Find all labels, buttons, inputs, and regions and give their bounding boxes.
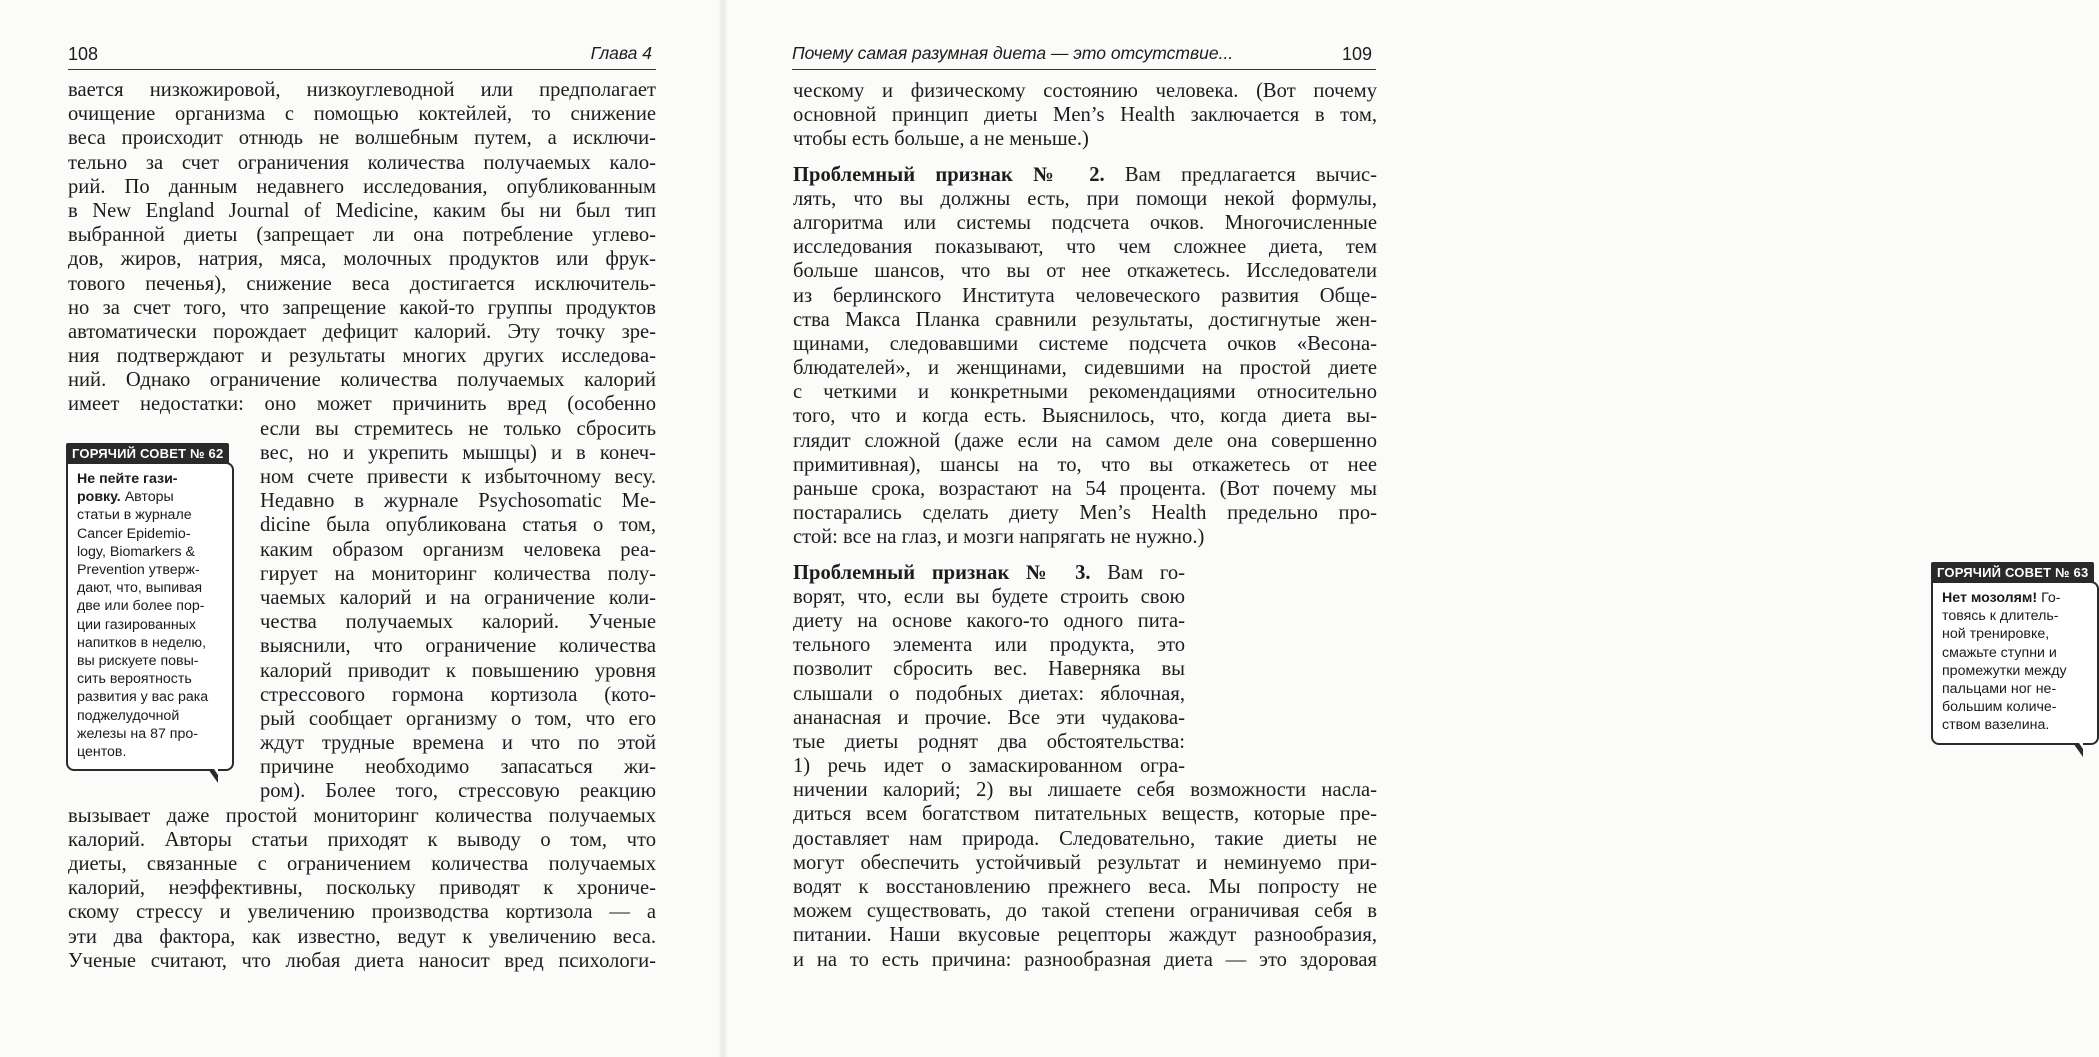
text-line: две или более пор-	[77, 598, 205, 615]
text-line: гирует на мониторинг количества полу-	[260, 562, 656, 585]
text-line: примитивная), шансы на то, что вы откажетесь от нее	[793, 453, 1377, 476]
text-line: ждут трудные времена и что по этой	[260, 732, 656, 755]
text-line: скому стрессу и увеличению производства кортизола — а	[68, 901, 656, 924]
page-number: 109	[1341, 44, 1372, 64]
text-line: logy, Biomarkers &	[77, 543, 196, 560]
text-line: большим количе-	[1942, 699, 2057, 716]
text-line: алгоритма или системы подсчета очков. Многочисленные	[793, 211, 1377, 234]
text-line: поджелудочной	[77, 707, 180, 724]
hot-tip-label: ГОРЯЧИЙ СОВЕТ № 63	[1931, 562, 2094, 583]
text-line: вается низкожировой, низкоуглеводной или предполагает	[68, 79, 656, 101]
hot-tip-label: ГОРЯЧИЙ СОВЕТ № 62	[66, 443, 229, 464]
text-line: ничении калорий; 2) вы лишаете себя возможности насла-	[793, 779, 1377, 802]
text-line: ний. Однако ограничение количества получаемых калорий	[68, 369, 656, 392]
text-line: рый сообщает организму о том, что его	[260, 707, 656, 730]
text-line: и на то есть причина: разнообразная диета — это здоровая	[793, 948, 1377, 971]
text-line: dicine была опубликована статья о том,	[260, 514, 656, 537]
text-line: раньше срока, возрастают на 54 процента. (Вот почему мы	[793, 478, 1377, 500]
text-line: питании. Наши вкусовые рецепторы жаждут разнообразия,	[793, 924, 1377, 947]
text-line: если вы стремитесь не только сбросить	[260, 417, 656, 440]
text-line: напитков в неделю,	[77, 634, 207, 651]
text-line: тового печенья), снижение веса достигается исключитель-	[68, 272, 656, 295]
text-line: стой: все на глаз, и мозги напрягать не нужно.)	[793, 526, 1205, 549]
text-line: выбранной диеты (запрещает ли она потребление углево-	[68, 224, 656, 247]
text-line: центов.	[77, 744, 127, 761]
text-line: 1) речь идет о замаскированном огра-	[793, 755, 1185, 778]
text-line: могут обеспечить устойчивый результат и неминуемо при-	[793, 851, 1377, 874]
section-lead: Проблемный признак № 2.	[793, 163, 1105, 186]
page-number: 108	[68, 44, 99, 64]
running-title: Глава 4	[590, 43, 652, 63]
text-line: ной тренировке,	[1942, 626, 2050, 643]
text-line: водят к восстановлению прежнего веса. Мы попросту не	[793, 876, 1377, 898]
text-run: Вам предлагается вычис-	[1104, 163, 1377, 186]
text-line: диеты, связанные с ограничением количества получаемых	[68, 853, 656, 875]
text-line: Cancer Epidemio-	[77, 525, 191, 542]
text-line: эти два фактора, как известно, ведут к увеличению веса.	[68, 925, 656, 948]
text-line: имеет недостатки: оно может причинить вред (особенно	[68, 393, 656, 416]
tip-text: Авторы	[120, 489, 174, 506]
text-line: Ученые считают, что любая диета наносит вред психологи-	[68, 949, 656, 972]
text-line: Недавно в журнале Psychosomatic Me-	[260, 490, 656, 513]
running-header-right	[792, 38, 1376, 70]
text-line: блюдателей», и женщинами, сидевшими на простой диете	[793, 357, 1377, 380]
text-line: ства Макса Планка сравнили результаты, достигнутые жен-	[793, 308, 1377, 331]
text-line: тельного элемента или продукта, это	[793, 634, 1185, 657]
paragraph-first-line	[793, 163, 1377, 187]
paragraph-block	[68, 78, 656, 417]
paragraph-first-line	[793, 561, 1185, 585]
text-line: тельно за счет ограничения количества получаемых кало-	[68, 151, 656, 174]
text-line: вы рискуете повы-	[77, 653, 199, 670]
tip-lines	[1942, 607, 2090, 734]
text-line: калорий. Авторы статьи приходят к выводу о том, что	[68, 828, 656, 851]
text-line: из берлинского Института человеческого развития Обще-	[793, 284, 1377, 307]
text-line: промежутки между	[1942, 662, 2067, 679]
running-title: Почему самая разумная диета — это отсутствие...	[792, 43, 1234, 63]
text-line: каким образом организм человека реа-	[260, 538, 656, 561]
text-run: Вам го-	[1090, 561, 1185, 584]
text-line: можем существовать, до такой степени ограничивая себя в	[793, 900, 1377, 923]
text-line: калорий, неэффективны, поскольку приводят к хрониче-	[68, 877, 656, 900]
hot-tip-sidebar	[1931, 562, 2099, 745]
paragraph	[793, 79, 1377, 152]
text-line: сить вероятность	[77, 671, 192, 688]
text-line: лять, что вы должны есть, при помощи некой формулы,	[793, 187, 1377, 210]
text-line: статьи в журнале	[77, 507, 192, 524]
text-line: больше шансов, что вы от нее откажетесь. Исследователи	[793, 260, 1377, 283]
text-line: железы на 87 про-	[77, 725, 198, 742]
text-line: ном счете привести к избыточному весу.	[260, 466, 656, 488]
hot-tip-box	[66, 462, 234, 771]
text-line: дают, что, выпивая	[77, 580, 203, 597]
tip-line	[77, 488, 225, 506]
text-line: вызывает даже простой мониторинг количества получаемых	[68, 804, 656, 827]
tip-line	[77, 470, 225, 488]
text-line: с четкими и конкретными рекомендациями относительно	[793, 381, 1377, 404]
text-line: рий. По данным недавнего исследования, опубликованным	[68, 175, 656, 198]
paragraph	[793, 187, 1377, 550]
text-line: диету на основе какого-то одного пита-	[793, 609, 1185, 632]
text-line: слышали о подобных диетах: яблочная,	[793, 682, 1185, 705]
text-line: вес, но и укрепить мышцы) и в конеч-	[260, 441, 656, 464]
tip-bold-lead: ровку.	[77, 489, 121, 506]
speech-bubble-tail-icon	[208, 769, 218, 783]
hot-tip-sidebar	[66, 443, 234, 771]
text-line: ции газированных	[77, 616, 196, 633]
text-line: того, что и когда есть. Выяснилось, что, когда диета вы-	[793, 405, 1377, 428]
text-line: в New England Journal of Medicine, каким бы ни был тип	[68, 199, 656, 222]
text-line: развития у вас рака	[77, 689, 209, 706]
text-line: Prevention утверж-	[77, 562, 200, 579]
text-line: тые диеты роднят два обстоятельства:	[793, 730, 1185, 753]
paragraph-block	[793, 778, 1377, 972]
tip-bold-lead: Не пейте гази-	[77, 471, 178, 487]
text-line: глядит сложной (даже если на самом деле она совершенно	[793, 429, 1377, 452]
text-line: стрессового гормона кортизола (кото-	[260, 683, 656, 706]
text-line: смажьте ступни и	[1942, 644, 2057, 661]
text-line: калорий приводит к повышению уровня	[260, 659, 656, 682]
text-line: веса происходит отнюдь не волшебным путем, а исключи-	[68, 127, 656, 150]
text-line: пальцами ног не-	[1942, 681, 2057, 698]
text-line: диться всем богатством питательных веществ, которые пре-	[793, 803, 1377, 826]
running-header-left	[68, 38, 656, 70]
text-line: чтобы есть больше, а не меньше.)	[793, 128, 1089, 151]
text-line: но за счет того, что запрещение какой-то группы продуктов	[68, 296, 656, 319]
body-text-right	[793, 79, 1377, 972]
text-line: постарались сделать диету Men’s Health предельно про-	[793, 502, 1377, 525]
text-line: доставляет нам природа. Следовательно, такие диеты не	[793, 827, 1377, 850]
text-line: дов, жиров, натрия, мяса, молочных продуктов или фрук-	[68, 248, 656, 271]
text-line: позволит сбросить вес. Наверняка вы	[793, 658, 1185, 681]
paragraph-block-wrapped	[793, 585, 1377, 779]
text-line: ством вазелина.	[1942, 717, 2050, 734]
text-line: очищение организма с помощью коктейлей, то снижение	[68, 103, 656, 126]
tip-line	[1942, 589, 2090, 607]
tip-bold-lead: Нет мозолям!	[1942, 590, 2038, 606]
text-line: исследования показывают, что чем сложнее диета, тем	[793, 236, 1377, 259]
paragraph-block	[68, 804, 656, 973]
text-line: ния подтверждают и результаты многих других исследова-	[68, 345, 656, 368]
section-lead: Проблемный признак № 3.	[793, 561, 1091, 584]
text-line: щинами, следовавшими системе подсчета очков «Весона-	[793, 332, 1377, 355]
text-line: ческому и физическому состоянию человека. (Вот почему	[793, 80, 1377, 102]
speech-bubble-tail-icon	[2073, 743, 2083, 757]
text-line: ром). Более того, стрессовую реакцию	[260, 780, 656, 803]
text-line: чаемых калорий и на ограничение коли-	[260, 586, 656, 609]
right-page	[722, 0, 2089, 1057]
text-line: основной принцип диеты Men’s Health заключается в том,	[793, 104, 1377, 127]
tip-text: Го-	[2037, 590, 2061, 606]
left-page	[0, 0, 722, 1057]
text-line: чества получаемых калорий. Ученые	[260, 611, 656, 634]
text-line: автоматически порождает дефицит калорий. Эту точку зре-	[68, 320, 656, 343]
text-line: причине необходимо запасаться жи-	[260, 756, 656, 779]
text-line: товясь к длитель-	[1942, 608, 2059, 625]
text-line: ананасная и прочие. Все эти чудакова-	[793, 706, 1185, 729]
text-line: ворят, что, если вы будете строить свою	[793, 585, 1185, 608]
tip-lines	[77, 506, 225, 761]
text-line: выяснили, что ограничение количества	[260, 635, 656, 658]
hot-tip-box	[1931, 581, 2099, 745]
